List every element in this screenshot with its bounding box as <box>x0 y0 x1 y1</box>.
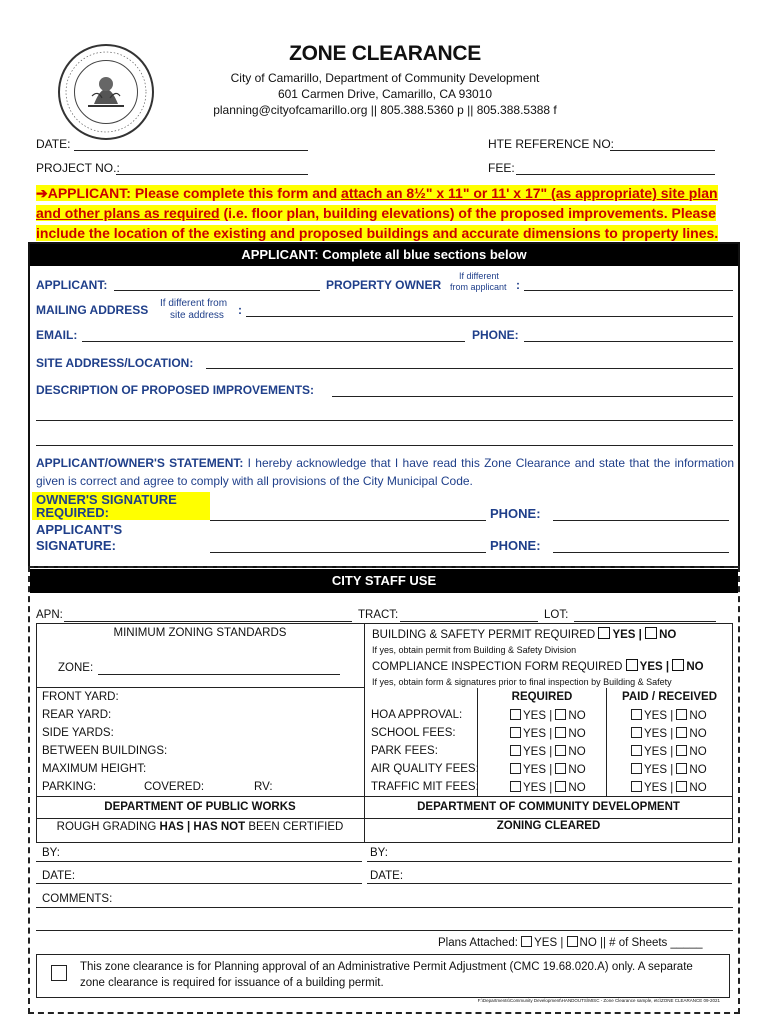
bs-permit-row <box>372 627 676 641</box>
grid-dept <box>36 818 733 819</box>
applicant-sig-label: APPLICANT'S SIGNATURE: <box>36 522 123 553</box>
compliance-row <box>372 659 704 673</box>
plans-attached-label: Plans Attached: <box>438 937 522 949</box>
plans-no-label: NO || # of Sheets _____ <box>579 937 703 949</box>
fee-yes-label: YES | <box>523 764 553 776</box>
zoning-row-label: MAXIMUM HEIGHT: <box>42 763 147 775</box>
zoning-row-label: BETWEEN BUILDINGS: <box>42 745 168 757</box>
fee-field[interactable] <box>516 174 715 175</box>
dept-line: City of Camarillo, Department of Community Development <box>230 71 540 85</box>
grid-bottom <box>36 842 733 843</box>
fee-required-yes-checkbox[interactable] <box>510 745 521 756</box>
grid-right <box>732 623 733 843</box>
email-field[interactable] <box>82 341 465 342</box>
dpw-by-field[interactable] <box>36 861 362 862</box>
fee-paid-choice <box>631 727 707 740</box>
hte-field[interactable] <box>610 150 715 151</box>
compliance-label: COMPLIANCE INSPECTION FORM REQUIRED <box>372 661 623 673</box>
fee-paid-yes-checkbox[interactable] <box>631 727 642 738</box>
project-field[interactable] <box>116 174 308 175</box>
compliance-no-checkbox[interactable] <box>672 659 684 671</box>
disclaimer-text: This zone clearance is for Planning approval of an Administrative Permit Adjustment (CMC 19.68.020.A) only. A separate zone clearance is required for issuance of a building permit. <box>80 961 693 989</box>
fee-paid-yes-checkbox[interactable] <box>631 745 642 756</box>
dcd-by-field[interactable] <box>367 861 732 862</box>
mailing-colon: : <box>238 303 242 317</box>
plans-yes-checkbox[interactable] <box>521 936 532 947</box>
zoning-row-label: REAR YARD: <box>42 709 112 721</box>
fee-required-choice <box>510 727 586 740</box>
phone3-label: PHONE: <box>490 538 541 553</box>
fee-required-no-checkbox[interactable] <box>555 781 566 792</box>
statement-text: I hereby acknowledge that I have read this Zone Clearance and state that the information given is correct and agree to comply with all provisions of the City Municipal Code. <box>36 456 734 488</box>
apn-field[interactable] <box>64 621 352 622</box>
fee-paid-choice <box>631 763 707 776</box>
phone-label: PHONE: <box>472 328 519 342</box>
grid-mid <box>36 796 733 797</box>
owner-colon: : <box>516 278 520 292</box>
phone2-field[interactable] <box>553 520 729 521</box>
plans-attached-row <box>438 936 702 949</box>
grid-top <box>36 623 733 624</box>
fee-yes-label: YES | <box>644 746 674 758</box>
zoning-cleared: ZONING CLEARED <box>496 820 601 832</box>
apn-label: APN: <box>36 609 63 621</box>
fee-paid-no-checkbox[interactable] <box>676 745 687 756</box>
bs-note: If yes, obtain permit from Building & Safety Division <box>372 645 577 655</box>
statement-label: APPLICANT/OWNER'S STATEMENT: <box>36 456 244 470</box>
fee-paid-no-checkbox[interactable] <box>676 763 687 774</box>
fee-yes-label: YES | <box>644 764 674 776</box>
site-location-field[interactable] <box>206 368 733 369</box>
fee-paid-no-checkbox[interactable] <box>676 727 687 738</box>
applicant-notice <box>36 183 738 243</box>
compliance-note: If yes, obtain form & signatures prior to final inspection by Building & Safety <box>372 677 672 687</box>
fee-paid-no-checkbox[interactable] <box>676 709 687 720</box>
dpw-date-field[interactable] <box>36 883 362 884</box>
dcd-date-label: DATE: <box>370 870 404 882</box>
fee-paid-yes-checkbox[interactable] <box>631 781 642 792</box>
lot-label: LOT: <box>544 609 569 621</box>
description-field-1[interactable] <box>332 396 733 397</box>
fee-paid-yes-checkbox[interactable] <box>631 709 642 720</box>
notice-arrow-icon: ➔ <box>36 185 48 201</box>
notice-part2: attach an 8½" x 11" or 11' x 17" (as appropriate) site plan and other plans as required <box>36 185 718 221</box>
fee-paid-choice <box>631 709 707 722</box>
fee-paid-no-checkbox[interactable] <box>676 781 687 792</box>
grid-zone-bottom <box>36 687 365 688</box>
tract-label: TRACT: <box>358 609 399 621</box>
applicant-bar: APPLICANT: Complete all blue sections below <box>30 244 738 266</box>
parking-label: PARKING: <box>42 781 97 793</box>
owner-sig-label: OWNER'S SIGNATURE REQUIRED: <box>36 492 177 520</box>
dpw-by-label: BY: <box>42 847 60 859</box>
if-different-from-note: If different from <box>160 298 228 309</box>
fee-required-choice <box>510 709 586 722</box>
fee-no-label: NO <box>689 764 707 776</box>
bs-yes-checkbox[interactable] <box>598 627 610 639</box>
fee-paid-yes-checkbox[interactable] <box>631 763 642 774</box>
property-owner-label: PROPERTY OWNER <box>326 278 442 292</box>
statement <box>36 454 734 490</box>
comments-field-2[interactable] <box>36 930 733 931</box>
plans-no-checkbox[interactable] <box>567 936 578 947</box>
zoning-row-label: FRONT YARD: <box>42 691 119 703</box>
date-field[interactable] <box>74 150 308 151</box>
phone-field[interactable] <box>524 341 733 342</box>
dpw-date-label: DATE: <box>42 870 76 882</box>
fee-required-no-checkbox[interactable] <box>555 727 566 738</box>
fee-required-choice <box>510 781 586 794</box>
page-title: ZONE CLEARANCE <box>289 42 481 65</box>
applicant-sig-field[interactable] <box>210 552 486 553</box>
site-address-note: site address <box>170 310 224 321</box>
compliance-no-label: NO <box>686 661 704 673</box>
fee-required-yes-checkbox[interactable] <box>510 727 521 738</box>
bs-no-checkbox[interactable] <box>645 627 657 639</box>
fee-row-label: SCHOOL FEES: <box>371 727 456 739</box>
fee-no-label: NO <box>689 710 707 722</box>
fee-paid-choice <box>631 745 707 758</box>
fee-no-label: NO <box>568 764 586 776</box>
dcd-header: DEPARTMENT OF COMMUNITY DEVELOPMENT <box>417 801 680 813</box>
notice-part1: APPLICANT: Please complete this form and <box>47 185 342 201</box>
fee-required-yes-checkbox[interactable] <box>510 709 521 720</box>
fee-no-label: NO <box>689 728 707 740</box>
staff-bar: CITY STAFF USE <box>30 569 738 593</box>
fee-paid-choice <box>631 781 707 794</box>
date-label: DATE: <box>36 137 71 151</box>
dcd-by-label: BY: <box>370 847 388 859</box>
owner-sig-field[interactable] <box>210 520 486 521</box>
rough-grading <box>36 821 364 833</box>
fee-required-no-checkbox[interactable] <box>555 709 566 720</box>
rough-text-3: BEEN CERTIFIED <box>245 821 344 833</box>
tract-field[interactable] <box>400 621 538 622</box>
bs-permit-label: BUILDING & SAFETY PERMIT REQUIRED <box>372 629 596 641</box>
notice-part3: (i.e. floor plan, building elevations) of the proposed improvements. Please include the location of the existing and proposed buildings and accurate dimensions to property lines. <box>36 205 719 241</box>
fee-label: FEE: <box>488 161 515 175</box>
hte-label: HTE REFERENCE NO: <box>488 137 615 151</box>
bs-no-label: NO <box>659 629 677 641</box>
covered-label: COVERED: <box>144 781 205 793</box>
rv-label: RV: <box>254 781 273 793</box>
email-label: EMAIL: <box>36 328 78 342</box>
min-zoning-title: MINIMUM ZONING STANDARDS <box>113 627 287 639</box>
rough-text-2: HAS | HAS NOT <box>159 821 246 833</box>
mailing-label: MAILING ADDRESS <box>36 303 149 317</box>
lot-field[interactable] <box>574 621 716 622</box>
dcd-date-field[interactable] <box>367 883 732 884</box>
fee-no-label: NO <box>568 710 586 722</box>
address-line: 601 Carmen Drive, Camarillo, CA 93010 <box>277 87 493 101</box>
disclaimer-checkbox[interactable] <box>51 965 67 981</box>
comments-label: COMMENTS: <box>42 893 113 905</box>
fee-no-label: NO <box>568 728 586 740</box>
fee-required-yes-checkbox[interactable] <box>510 763 521 774</box>
zoning-row-label: SIDE YARDS: <box>42 727 114 739</box>
grid-fee-col <box>477 688 478 796</box>
fee-required-yes-checkbox[interactable] <box>510 781 521 792</box>
compliance-yes-label: YES | <box>639 661 670 673</box>
description-label: DESCRIPTION OF PROPOSED IMPROVEMENTS: <box>36 383 315 397</box>
fee-no-label: NO <box>568 782 586 794</box>
plans-yes-label: YES | <box>534 937 567 949</box>
fee-row-label: AIR QUALITY FEES: <box>371 763 479 775</box>
site-location-label: SITE ADDRESS/LOCATION: <box>36 356 194 370</box>
project-label: PROJECT NO.: <box>36 161 120 175</box>
description-field-3[interactable] <box>36 445 733 446</box>
property-owner-field[interactable] <box>524 290 733 291</box>
footer-path: F:\Departments\Community Development\HANDOUTS\MISC - Zone Clearance sample, etc\ZONE CLEARANCE 09-2021 <box>477 998 720 1003</box>
fee-yes-label: YES | <box>523 728 553 740</box>
grid-paid-col <box>606 688 607 796</box>
fee-yes-label: YES | <box>644 728 674 740</box>
mailing-field[interactable] <box>246 316 733 317</box>
phone2-label: PHONE: <box>490 506 541 521</box>
required-header: REQUIRED <box>511 691 573 703</box>
phone3-field[interactable] <box>553 552 729 553</box>
bs-yes-label: YES | <box>612 629 642 641</box>
dpw-header: DEPARTMENT OF PUBLIC WORKS <box>104 801 296 813</box>
fee-no-label: NO <box>689 782 707 794</box>
applicant-label: APPLICANT: <box>36 278 108 292</box>
comments-field-1[interactable] <box>36 907 733 908</box>
fee-row-label: PARK FEES: <box>371 745 438 757</box>
description-field-2[interactable] <box>36 420 733 421</box>
applicant-field[interactable] <box>114 290 320 291</box>
fee-no-label: NO <box>689 746 707 758</box>
fee-no-label: NO <box>568 746 586 758</box>
fee-yes-label: YES | <box>523 710 553 722</box>
fee-yes-label: YES | <box>523 782 553 794</box>
fee-required-no-checkbox[interactable] <box>555 763 566 774</box>
from-applicant-note: from applicant <box>450 282 507 292</box>
paid-header: PAID / RECEIVED <box>622 691 717 703</box>
fee-row-label: TRAFFIC MIT FEES: <box>371 781 479 793</box>
fee-row-label: HOA APPROVAL: <box>371 709 463 721</box>
zone-field[interactable] <box>98 674 340 675</box>
fee-required-choice <box>510 763 586 776</box>
contact-line: planning@cityofcamarillo.org || 805.388.5360 p || 805.388.5388 f <box>213 103 557 117</box>
fee-yes-label: YES | <box>644 710 674 722</box>
fee-yes-label: YES | <box>644 782 674 794</box>
fee-yes-label: YES | <box>523 746 553 758</box>
fee-required-no-checkbox[interactable] <box>555 745 566 756</box>
rough-text-1: ROUGH GRADING <box>56 821 160 833</box>
zone-label: ZONE: <box>58 662 94 674</box>
compliance-yes-checkbox[interactable] <box>626 659 638 671</box>
fee-required-choice <box>510 745 586 758</box>
if-different-note: If different <box>459 271 499 281</box>
